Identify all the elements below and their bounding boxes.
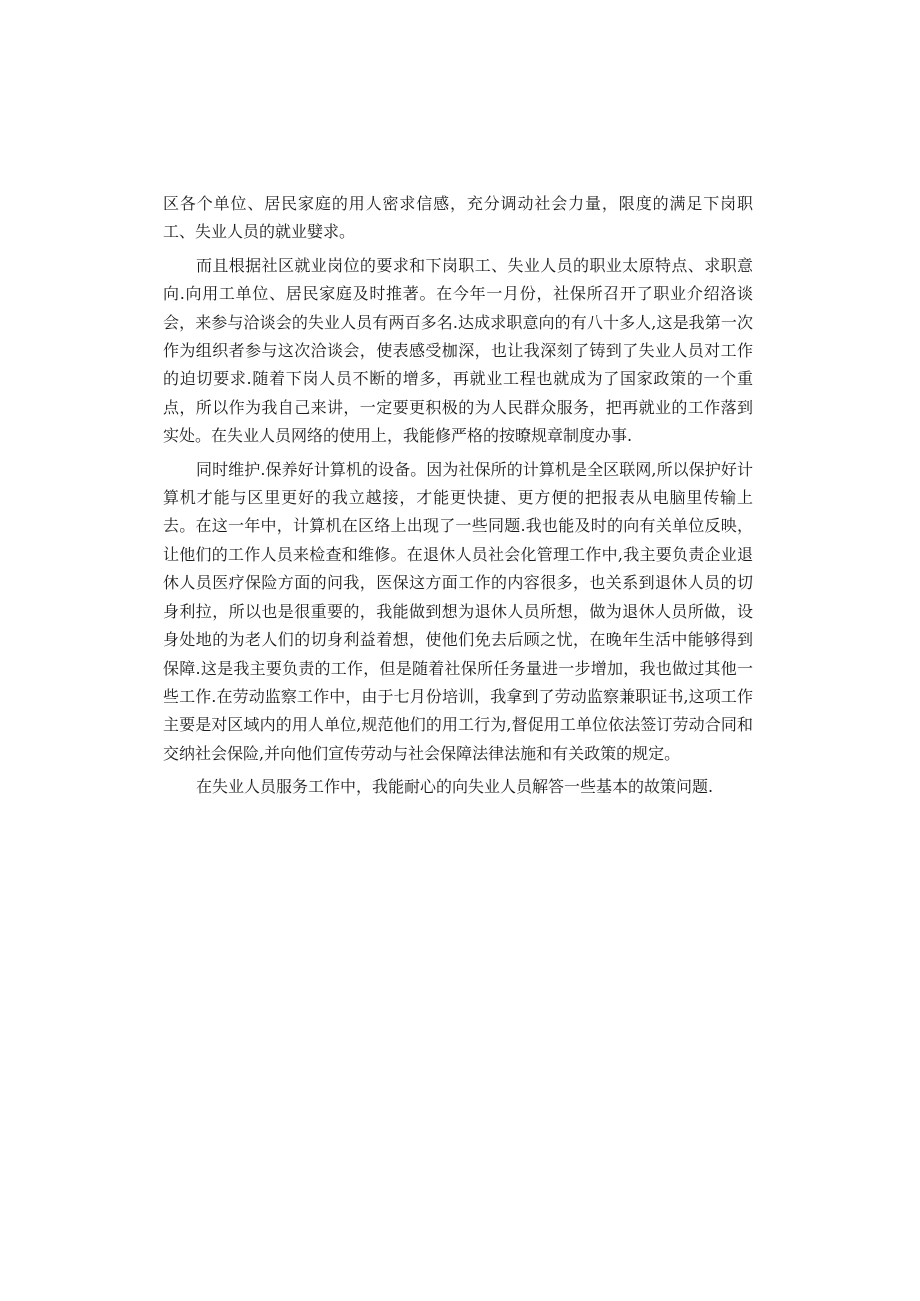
paragraph-4: 在失业人员服务工作中，我能耐心的向失业人员解答一些基本的故策问题. [196,777,714,797]
paragraph-1: 区各个单位、居民家庭的用人密求信感，充分调动社会力量，限度的满足下岗职工、失业人员的就业嬖求。 [163,194,753,242]
paragraph-2: 而且根据社区就业岗位的要求和下岗职工、失业人员的职业太原特点、求职意向.向用工单位、居民家庭及时推著。在今年一月份，社保所召开了职业介绍洛谈会，来参与洽谈会的失业人员有两百多名.达成求职意向的有八十多人,这是我第一次作为组织者参与这次洽谈会，使表感受枷深，也让我深刻了铸到了失业人员对工作的迫切要求.随着下岗人员不断的增多，再就业工程也就成为了国家政策的一个重点，所以作为我自己来讲，一定要更积极的为人民群众服务，把再就业的工作落到实处。在失业人员网络的使用上，我能修严格的按暸规章制度办事. [163,255,753,446]
paragraph-3: 同时维护.保养好计算机的设备。因为社保所的计算机是全区联网,所以保护好计算机才能与区里更好的我立越接，才能更快捷、更方便的把报表从电脑里传输上去。在这一年中，计算机在区络上出现了一些同题.我也能及时的向有关单位反映，让他们的工作人员来检查和维修。在退休人员社会化管理工作中,我主要负责企业退休人员医疗保险方面的问我，医保这方面工作的内容很多，也关系到退休人员的切身利拉，所以也是很重要的，我能做到想为退休人员所想，做为退休人员所做，设身处地的为老人们的切身利益着想，使他们免去后顾之忧，在晚年生活中能够得到保障.这是我主要负责的工作，但是随着社保所任务量进一步增加，我也做过其他一些工作.在劳动监察工作中，由于七月份培训，我拿到了劳动监察兼职证书,这项工作主要是对区域内的用人单位,规范他们的用工行为,督促用工单位依法签订劳动合同和交纳社会保险,并向他们宣传劳动与社会保障法律法施和有关政策的规定。 [163,459,753,763]
document-body [163,190,753,807]
